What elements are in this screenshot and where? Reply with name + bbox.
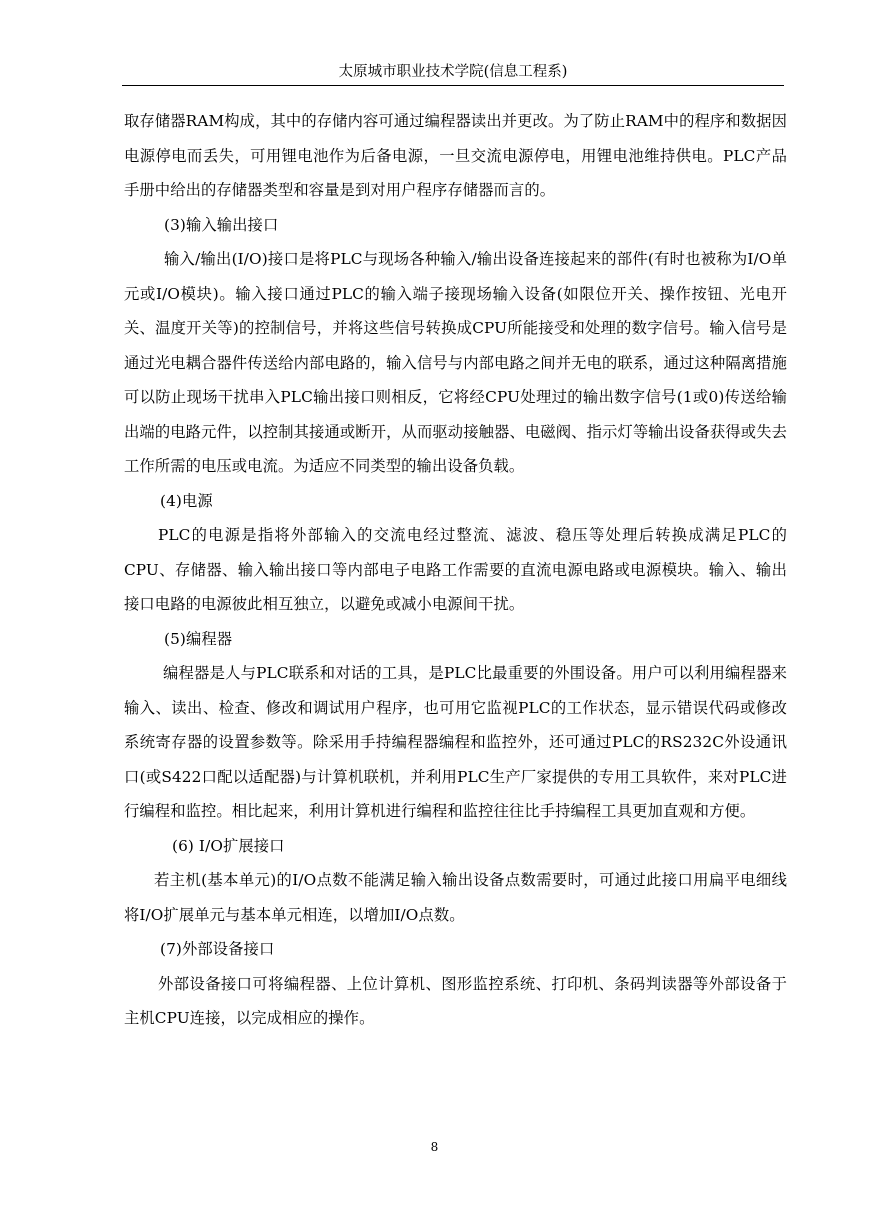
section-heading-external-device: (7)外部设备接口 — [160, 940, 275, 958]
paragraph-programmer: 编程器是人与PLC联系和对话的工具，是PLC比最重要的外围设备。用户可以利用编程器来输入、读出、检查、修改和调试用户程序，也可用它监视PLC的工作状态，显示错误代码或修改系统寄存器的设置参数等。除采用手持编程器编程和监控外，还可通过PLC的RS232C外设通讯口(或S422口配以适配器)与计算机联机，并利用PLC生产厂家提供的专用工具软件，来对PLC进行编程和监控。相比起来，利用计算机进行编程和监控往往比手持编程工具更加直观和方便。 — [124, 664, 787, 820]
paragraph-intro: 取存储器RAM构成，其中的存储内容可通过编程器读出并更改。为了防止RAM中的程序和数据因电源停电而丢失，可用锂电池作为后备电源，一旦交流电源停电，用锂电池维持供电。PLC产品手册中给出的存储器类型和容量是到对用户程序存储器而言的。 — [124, 112, 787, 199]
paragraph-io-expansion: 若主机(基本单元)的I/O点数不能满足输入输出设备点数需要时，可通过此接口用扁平电细线将I/O扩展单元与基本单元相连，以增加I/O点数。 — [124, 871, 787, 924]
document-body — [124, 104, 787, 1036]
section-heading-io-expansion: (6) I/O扩展接口 — [172, 836, 285, 855]
paragraph-io-interface: 输入/输出(I/O)接口是将PLC与现场各种输入/输出设备连接起来的部件(有时也被称为I/O单元或I/O模块)。输入接口通过PLC的输入端子接现场输入设备(如限位开关、操作按钮、光电开关、温度开关等)的控制信号，并将这些信号转换成CPU所能接受和处理的数字信号。输入信号是通过光电耦合器件传送给内部电路的，输入信号与内部电路之间并无电的联系，通过这种隔离措施可以防止现场干扰串入PLC输出接口则相反，它将经CPU处理过的输出数字信号(1或0)传送给输出端的电路元件，以控制其接通或断开，从而驱动接触器、电磁阀、指示灯等输出设备获得或失去工作所需的电压或电流。为适应不同类型的输出设备负载。 — [124, 250, 787, 475]
header-title: 太原城市职业技术学院(信息工程系) — [338, 64, 568, 80]
section-heading-programmer: (5)编程器 — [164, 629, 233, 648]
section-heading-power: (4)电源 — [160, 491, 213, 510]
page-header — [122, 63, 784, 86]
section-heading-io-interface: (3)输入输出接口 — [164, 215, 279, 234]
page-number: 8 — [430, 1140, 439, 1154]
paragraph-power: PLC的电源是指将外部输入的交流电经过整流、滤波、稳压等处理后转换成满足PLC的CPU、存储器、输入输出接口等内部电子电路工作需要的直流电源电路或电源模块。输入、输出接口电路的电源彼此相互独立，以避免或减小电源间干扰。 — [124, 526, 787, 613]
paragraph-external-device: 外部设备接口可将编程器、上位计算机、图形监控系统、打印机、条码判读器等外部设备于主机CPU连接，以完成相应的操作。 — [124, 974, 787, 1027]
